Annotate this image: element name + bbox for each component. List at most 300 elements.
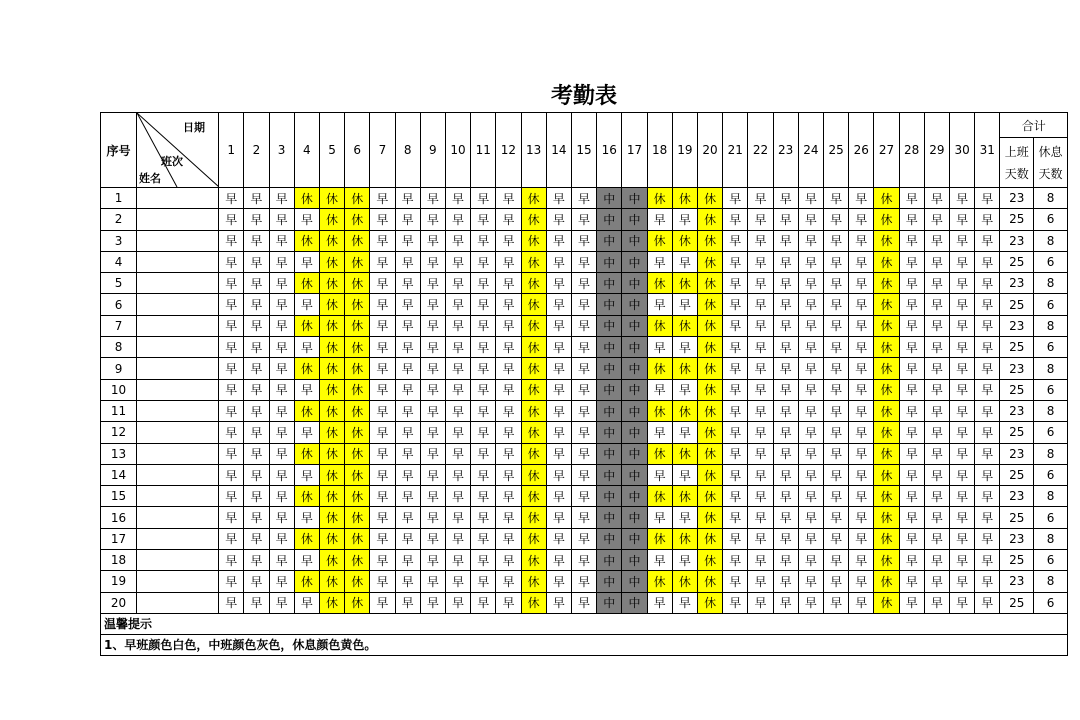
shift-cell[interactable]: 早 <box>823 400 848 421</box>
shift-cell[interactable]: 中 <box>622 358 647 379</box>
shift-cell[interactable]: 早 <box>370 443 395 464</box>
shift-cell[interactable]: 休 <box>874 294 899 315</box>
shift-cell[interactable]: 早 <box>445 550 470 571</box>
shift-cell[interactable]: 早 <box>647 379 672 400</box>
shift-cell[interactable]: 早 <box>823 422 848 443</box>
shift-cell[interactable]: 休 <box>521 528 546 549</box>
shift-cell[interactable]: 早 <box>395 294 420 315</box>
shift-cell[interactable]: 早 <box>244 315 269 336</box>
shift-cell[interactable]: 早 <box>672 379 697 400</box>
shift-cell[interactable]: 中 <box>597 486 622 507</box>
shift-cell[interactable]: 早 <box>950 273 975 294</box>
shift-cell[interactable]: 休 <box>294 273 319 294</box>
shift-cell[interactable]: 休 <box>294 230 319 251</box>
shift-cell[interactable]: 早 <box>723 592 748 613</box>
shift-cell[interactable]: 早 <box>244 358 269 379</box>
shift-cell[interactable]: 休 <box>697 422 722 443</box>
shift-cell[interactable]: 早 <box>849 464 874 485</box>
shift-cell[interactable]: 早 <box>496 251 521 272</box>
shift-cell[interactable]: 早 <box>571 273 596 294</box>
shift-cell[interactable]: 早 <box>899 443 924 464</box>
name-cell[interactable] <box>137 315 219 336</box>
shift-cell[interactable]: 早 <box>395 400 420 421</box>
shift-cell[interactable]: 早 <box>471 358 496 379</box>
shift-cell[interactable]: 休 <box>294 188 319 209</box>
shift-cell[interactable]: 早 <box>445 507 470 528</box>
shift-cell[interactable]: 早 <box>849 188 874 209</box>
shift-cell[interactable]: 休 <box>672 486 697 507</box>
shift-cell[interactable]: 早 <box>370 528 395 549</box>
shift-cell[interactable]: 早 <box>899 571 924 592</box>
shift-cell[interactable]: 早 <box>219 507 244 528</box>
shift-cell[interactable]: 早 <box>445 571 470 592</box>
shift-cell[interactable]: 早 <box>420 464 445 485</box>
shift-cell[interactable]: 早 <box>950 251 975 272</box>
shift-cell[interactable]: 早 <box>773 294 798 315</box>
shift-cell[interactable]: 早 <box>294 337 319 358</box>
shift-cell[interactable]: 早 <box>823 528 848 549</box>
shift-cell[interactable]: 早 <box>269 550 294 571</box>
shift-cell[interactable]: 休 <box>345 571 370 592</box>
shift-cell[interactable]: 早 <box>471 486 496 507</box>
shift-cell[interactable]: 早 <box>723 550 748 571</box>
shift-cell[interactable]: 休 <box>345 273 370 294</box>
shift-cell[interactable]: 早 <box>244 337 269 358</box>
shift-cell[interactable]: 早 <box>294 592 319 613</box>
shift-cell[interactable]: 中 <box>622 507 647 528</box>
shift-cell[interactable]: 早 <box>924 251 949 272</box>
shift-cell[interactable]: 休 <box>521 379 546 400</box>
shift-cell[interactable]: 早 <box>269 422 294 443</box>
shift-cell[interactable]: 早 <box>420 209 445 230</box>
shift-cell[interactable]: 早 <box>471 528 496 549</box>
shift-cell[interactable]: 早 <box>647 507 672 528</box>
shift-cell[interactable]: 休 <box>345 209 370 230</box>
shift-cell[interactable]: 早 <box>798 273 823 294</box>
shift-cell[interactable]: 早 <box>672 592 697 613</box>
shift-cell[interactable]: 早 <box>975 315 1000 336</box>
shift-cell[interactable]: 早 <box>244 230 269 251</box>
shift-cell[interactable]: 早 <box>496 337 521 358</box>
shift-cell[interactable]: 休 <box>319 486 344 507</box>
shift-cell[interactable]: 早 <box>899 550 924 571</box>
shift-cell[interactable]: 早 <box>975 592 1000 613</box>
shift-cell[interactable]: 早 <box>546 188 571 209</box>
shift-cell[interactable]: 早 <box>395 251 420 272</box>
shift-cell[interactable]: 早 <box>924 550 949 571</box>
shift-cell[interactable]: 早 <box>823 464 848 485</box>
shift-cell[interactable]: 休 <box>345 486 370 507</box>
shift-cell[interactable]: 早 <box>496 507 521 528</box>
shift-cell[interactable]: 休 <box>319 209 344 230</box>
shift-cell[interactable]: 休 <box>874 315 899 336</box>
shift-cell[interactable]: 休 <box>697 592 722 613</box>
shift-cell[interactable]: 休 <box>345 230 370 251</box>
shift-cell[interactable]: 早 <box>748 315 773 336</box>
name-cell[interactable] <box>137 443 219 464</box>
shift-cell[interactable]: 中 <box>622 422 647 443</box>
shift-cell[interactable]: 早 <box>773 550 798 571</box>
shift-cell[interactable]: 早 <box>571 464 596 485</box>
shift-cell[interactable]: 早 <box>975 400 1000 421</box>
shift-cell[interactable]: 早 <box>849 379 874 400</box>
shift-cell[interactable]: 早 <box>950 507 975 528</box>
shift-cell[interactable]: 早 <box>445 230 470 251</box>
shift-cell[interactable]: 中 <box>597 528 622 549</box>
shift-cell[interactable]: 早 <box>798 379 823 400</box>
shift-cell[interactable]: 休 <box>874 571 899 592</box>
shift-cell[interactable]: 早 <box>571 315 596 336</box>
shift-cell[interactable]: 早 <box>924 464 949 485</box>
shift-cell[interactable]: 早 <box>445 422 470 443</box>
shift-cell[interactable]: 早 <box>823 337 848 358</box>
shift-cell[interactable]: 休 <box>697 230 722 251</box>
shift-cell[interactable]: 早 <box>571 486 596 507</box>
shift-cell[interactable]: 休 <box>672 528 697 549</box>
shift-cell[interactable]: 早 <box>723 230 748 251</box>
shift-cell[interactable]: 早 <box>269 592 294 613</box>
shift-cell[interactable]: 休 <box>874 251 899 272</box>
shift-cell[interactable]: 早 <box>471 443 496 464</box>
shift-cell[interactable]: 早 <box>420 550 445 571</box>
shift-cell[interactable]: 早 <box>723 209 748 230</box>
shift-cell[interactable]: 早 <box>395 337 420 358</box>
shift-cell[interactable]: 早 <box>244 486 269 507</box>
shift-cell[interactable]: 休 <box>874 230 899 251</box>
shift-cell[interactable]: 休 <box>874 550 899 571</box>
shift-cell[interactable]: 早 <box>899 464 924 485</box>
shift-cell[interactable]: 休 <box>672 443 697 464</box>
shift-cell[interactable]: 早 <box>370 294 395 315</box>
shift-cell[interactable]: 中 <box>622 464 647 485</box>
shift-cell[interactable]: 早 <box>748 443 773 464</box>
name-cell[interactable] <box>137 550 219 571</box>
shift-cell[interactable]: 早 <box>269 337 294 358</box>
shift-cell[interactable]: 早 <box>723 251 748 272</box>
shift-cell[interactable]: 早 <box>395 422 420 443</box>
shift-cell[interactable]: 休 <box>319 337 344 358</box>
shift-cell[interactable]: 早 <box>546 209 571 230</box>
shift-cell[interactable]: 早 <box>748 464 773 485</box>
shift-cell[interactable]: 早 <box>773 592 798 613</box>
shift-cell[interactable]: 休 <box>521 400 546 421</box>
name-cell[interactable] <box>137 400 219 421</box>
shift-cell[interactable]: 早 <box>899 486 924 507</box>
shift-cell[interactable]: 中 <box>622 337 647 358</box>
shift-cell[interactable]: 休 <box>874 379 899 400</box>
shift-cell[interactable]: 早 <box>899 592 924 613</box>
shift-cell[interactable]: 早 <box>773 188 798 209</box>
shift-cell[interactable]: 休 <box>672 230 697 251</box>
shift-cell[interactable]: 休 <box>319 358 344 379</box>
name-cell[interactable] <box>137 528 219 549</box>
shift-cell[interactable]: 早 <box>370 571 395 592</box>
name-cell[interactable] <box>137 379 219 400</box>
shift-cell[interactable]: 早 <box>975 422 1000 443</box>
shift-cell[interactable]: 中 <box>622 273 647 294</box>
shift-cell[interactable]: 早 <box>773 571 798 592</box>
shift-cell[interactable]: 休 <box>697 550 722 571</box>
shift-cell[interactable]: 早 <box>269 230 294 251</box>
shift-cell[interactable]: 中 <box>597 251 622 272</box>
shift-cell[interactable]: 早 <box>748 550 773 571</box>
shift-cell[interactable]: 早 <box>269 464 294 485</box>
shift-cell[interactable]: 早 <box>445 337 470 358</box>
shift-cell[interactable]: 早 <box>546 464 571 485</box>
shift-cell[interactable]: 早 <box>823 486 848 507</box>
shift-cell[interactable]: 早 <box>269 251 294 272</box>
shift-cell[interactable]: 早 <box>975 443 1000 464</box>
shift-cell[interactable]: 早 <box>445 592 470 613</box>
shift-cell[interactable]: 早 <box>571 337 596 358</box>
shift-cell[interactable]: 早 <box>269 486 294 507</box>
shift-cell[interactable]: 休 <box>672 400 697 421</box>
shift-cell[interactable]: 休 <box>345 188 370 209</box>
name-cell[interactable] <box>137 230 219 251</box>
shift-cell[interactable]: 早 <box>798 443 823 464</box>
shift-cell[interactable]: 早 <box>219 528 244 549</box>
shift-cell[interactable]: 早 <box>899 188 924 209</box>
shift-cell[interactable]: 早 <box>370 188 395 209</box>
shift-cell[interactable]: 早 <box>924 294 949 315</box>
shift-cell[interactable]: 休 <box>697 571 722 592</box>
shift-cell[interactable]: 早 <box>798 571 823 592</box>
shift-cell[interactable]: 早 <box>471 464 496 485</box>
shift-cell[interactable]: 早 <box>244 209 269 230</box>
shift-cell[interactable]: 早 <box>420 443 445 464</box>
shift-cell[interactable]: 早 <box>647 251 672 272</box>
shift-cell[interactable]: 早 <box>546 358 571 379</box>
shift-cell[interactable]: 早 <box>773 315 798 336</box>
shift-cell[interactable]: 早 <box>571 294 596 315</box>
shift-cell[interactable]: 休 <box>345 379 370 400</box>
shift-cell[interactable]: 早 <box>672 464 697 485</box>
shift-cell[interactable]: 休 <box>874 443 899 464</box>
shift-cell[interactable]: 早 <box>924 422 949 443</box>
shift-cell[interactable]: 休 <box>521 507 546 528</box>
shift-cell[interactable]: 早 <box>420 273 445 294</box>
shift-cell[interactable]: 早 <box>269 209 294 230</box>
shift-cell[interactable]: 早 <box>471 251 496 272</box>
shift-cell[interactable]: 休 <box>521 550 546 571</box>
shift-cell[interactable]: 早 <box>546 550 571 571</box>
shift-cell[interactable]: 早 <box>975 379 1000 400</box>
shift-cell[interactable]: 早 <box>420 315 445 336</box>
shift-cell[interactable]: 早 <box>395 315 420 336</box>
shift-cell[interactable]: 早 <box>798 188 823 209</box>
shift-cell[interactable]: 早 <box>471 422 496 443</box>
shift-cell[interactable]: 休 <box>874 464 899 485</box>
shift-cell[interactable]: 早 <box>672 507 697 528</box>
shift-cell[interactable]: 早 <box>496 230 521 251</box>
shift-cell[interactable]: 早 <box>395 507 420 528</box>
shift-cell[interactable]: 休 <box>294 315 319 336</box>
shift-cell[interactable]: 早 <box>219 464 244 485</box>
shift-cell[interactable]: 早 <box>672 294 697 315</box>
shift-cell[interactable]: 早 <box>496 571 521 592</box>
shift-cell[interactable]: 休 <box>521 422 546 443</box>
shift-cell[interactable]: 中 <box>622 400 647 421</box>
shift-cell[interactable]: 早 <box>244 379 269 400</box>
shift-cell[interactable]: 早 <box>647 592 672 613</box>
shift-cell[interactable]: 休 <box>672 273 697 294</box>
shift-cell[interactable]: 休 <box>647 571 672 592</box>
shift-cell[interactable]: 早 <box>723 528 748 549</box>
shift-cell[interactable]: 休 <box>319 550 344 571</box>
shift-cell[interactable]: 中 <box>597 188 622 209</box>
shift-cell[interactable]: 早 <box>723 464 748 485</box>
shift-cell[interactable]: 早 <box>471 337 496 358</box>
shift-cell[interactable]: 早 <box>219 273 244 294</box>
shift-cell[interactable]: 早 <box>395 528 420 549</box>
shift-cell[interactable]: 早 <box>269 315 294 336</box>
shift-cell[interactable]: 早 <box>370 209 395 230</box>
shift-cell[interactable]: 休 <box>647 486 672 507</box>
shift-cell[interactable]: 早 <box>571 230 596 251</box>
shift-cell[interactable]: 早 <box>773 251 798 272</box>
shift-cell[interactable]: 早 <box>798 294 823 315</box>
shift-cell[interactable]: 早 <box>647 209 672 230</box>
shift-cell[interactable]: 中 <box>622 251 647 272</box>
shift-cell[interactable]: 休 <box>874 188 899 209</box>
shift-cell[interactable]: 中 <box>597 230 622 251</box>
shift-cell[interactable]: 早 <box>899 251 924 272</box>
shift-cell[interactable]: 早 <box>445 209 470 230</box>
shift-cell[interactable]: 早 <box>950 188 975 209</box>
shift-cell[interactable]: 早 <box>950 358 975 379</box>
shift-cell[interactable]: 休 <box>345 358 370 379</box>
shift-cell[interactable]: 休 <box>345 507 370 528</box>
shift-cell[interactable]: 早 <box>546 273 571 294</box>
shift-cell[interactable]: 早 <box>219 486 244 507</box>
shift-cell[interactable]: 休 <box>345 464 370 485</box>
shift-cell[interactable]: 休 <box>521 337 546 358</box>
shift-cell[interactable]: 早 <box>395 443 420 464</box>
shift-cell[interactable]: 早 <box>496 358 521 379</box>
shift-cell[interactable]: 早 <box>546 315 571 336</box>
shift-cell[interactable]: 早 <box>849 315 874 336</box>
shift-cell[interactable]: 早 <box>773 273 798 294</box>
shift-cell[interactable]: 中 <box>597 571 622 592</box>
shift-cell[interactable]: 中 <box>622 550 647 571</box>
shift-cell[interactable]: 早 <box>647 422 672 443</box>
shift-cell[interactable]: 早 <box>924 443 949 464</box>
shift-cell[interactable]: 早 <box>496 550 521 571</box>
shift-cell[interactable]: 早 <box>294 422 319 443</box>
name-cell[interactable] <box>137 209 219 230</box>
shift-cell[interactable]: 早 <box>975 188 1000 209</box>
shift-cell[interactable]: 早 <box>798 315 823 336</box>
shift-cell[interactable]: 早 <box>546 337 571 358</box>
shift-cell[interactable]: 早 <box>798 507 823 528</box>
shift-cell[interactable]: 早 <box>420 592 445 613</box>
shift-cell[interactable]: 休 <box>345 592 370 613</box>
shift-cell[interactable]: 早 <box>849 230 874 251</box>
shift-cell[interactable]: 早 <box>748 209 773 230</box>
shift-cell[interactable]: 早 <box>748 230 773 251</box>
shift-cell[interactable]: 休 <box>345 294 370 315</box>
shift-cell[interactable]: 早 <box>546 251 571 272</box>
shift-cell[interactable]: 中 <box>597 507 622 528</box>
shift-cell[interactable]: 早 <box>899 422 924 443</box>
shift-cell[interactable]: 中 <box>597 315 622 336</box>
shift-cell[interactable]: 早 <box>924 273 949 294</box>
shift-cell[interactable]: 休 <box>647 273 672 294</box>
shift-cell[interactable]: 早 <box>219 422 244 443</box>
shift-cell[interactable]: 休 <box>319 251 344 272</box>
shift-cell[interactable]: 休 <box>345 443 370 464</box>
shift-cell[interactable]: 早 <box>672 422 697 443</box>
shift-cell[interactable]: 休 <box>647 230 672 251</box>
shift-cell[interactable]: 早 <box>269 188 294 209</box>
shift-cell[interactable]: 早 <box>571 188 596 209</box>
shift-cell[interactable]: 早 <box>773 337 798 358</box>
shift-cell[interactable]: 早 <box>294 464 319 485</box>
shift-cell[interactable]: 早 <box>471 209 496 230</box>
shift-cell[interactable]: 早 <box>924 400 949 421</box>
shift-cell[interactable]: 早 <box>823 550 848 571</box>
shift-cell[interactable]: 休 <box>319 315 344 336</box>
shift-cell[interactable]: 中 <box>622 209 647 230</box>
shift-cell[interactable]: 早 <box>950 571 975 592</box>
shift-cell[interactable]: 休 <box>294 486 319 507</box>
shift-cell[interactable]: 早 <box>571 507 596 528</box>
shift-cell[interactable]: 早 <box>975 486 1000 507</box>
shift-cell[interactable]: 中 <box>597 294 622 315</box>
shift-cell[interactable]: 早 <box>420 358 445 379</box>
shift-cell[interactable]: 早 <box>546 507 571 528</box>
shift-cell[interactable]: 早 <box>773 464 798 485</box>
shift-cell[interactable]: 早 <box>798 337 823 358</box>
shift-cell[interactable]: 早 <box>370 337 395 358</box>
shift-cell[interactable]: 早 <box>849 294 874 315</box>
shift-cell[interactable]: 早 <box>647 464 672 485</box>
shift-cell[interactable]: 早 <box>445 273 470 294</box>
name-cell[interactable] <box>137 486 219 507</box>
shift-cell[interactable]: 早 <box>219 592 244 613</box>
shift-cell[interactable]: 早 <box>975 230 1000 251</box>
shift-cell[interactable]: 中 <box>622 486 647 507</box>
shift-cell[interactable]: 早 <box>294 251 319 272</box>
shift-cell[interactable]: 早 <box>924 188 949 209</box>
shift-cell[interactable]: 早 <box>244 294 269 315</box>
shift-cell[interactable]: 早 <box>219 315 244 336</box>
shift-cell[interactable]: 早 <box>244 251 269 272</box>
shift-cell[interactable]: 早 <box>899 230 924 251</box>
shift-cell[interactable]: 中 <box>622 571 647 592</box>
shift-cell[interactable]: 休 <box>319 528 344 549</box>
shift-cell[interactable]: 早 <box>420 379 445 400</box>
shift-cell[interactable]: 休 <box>319 273 344 294</box>
shift-cell[interactable]: 早 <box>219 379 244 400</box>
shift-cell[interactable]: 早 <box>975 251 1000 272</box>
shift-cell[interactable]: 休 <box>521 592 546 613</box>
shift-cell[interactable]: 休 <box>319 507 344 528</box>
shift-cell[interactable]: 早 <box>798 422 823 443</box>
shift-cell[interactable]: 早 <box>219 400 244 421</box>
shift-cell[interactable]: 休 <box>345 337 370 358</box>
shift-cell[interactable]: 早 <box>395 550 420 571</box>
shift-cell[interactable]: 休 <box>345 315 370 336</box>
shift-cell[interactable]: 中 <box>597 358 622 379</box>
shift-cell[interactable]: 早 <box>924 592 949 613</box>
shift-cell[interactable]: 早 <box>748 571 773 592</box>
shift-cell[interactable]: 早 <box>975 571 1000 592</box>
name-cell[interactable] <box>137 273 219 294</box>
shift-cell[interactable]: 早 <box>269 528 294 549</box>
shift-cell[interactable]: 早 <box>748 400 773 421</box>
shift-cell[interactable]: 中 <box>622 528 647 549</box>
